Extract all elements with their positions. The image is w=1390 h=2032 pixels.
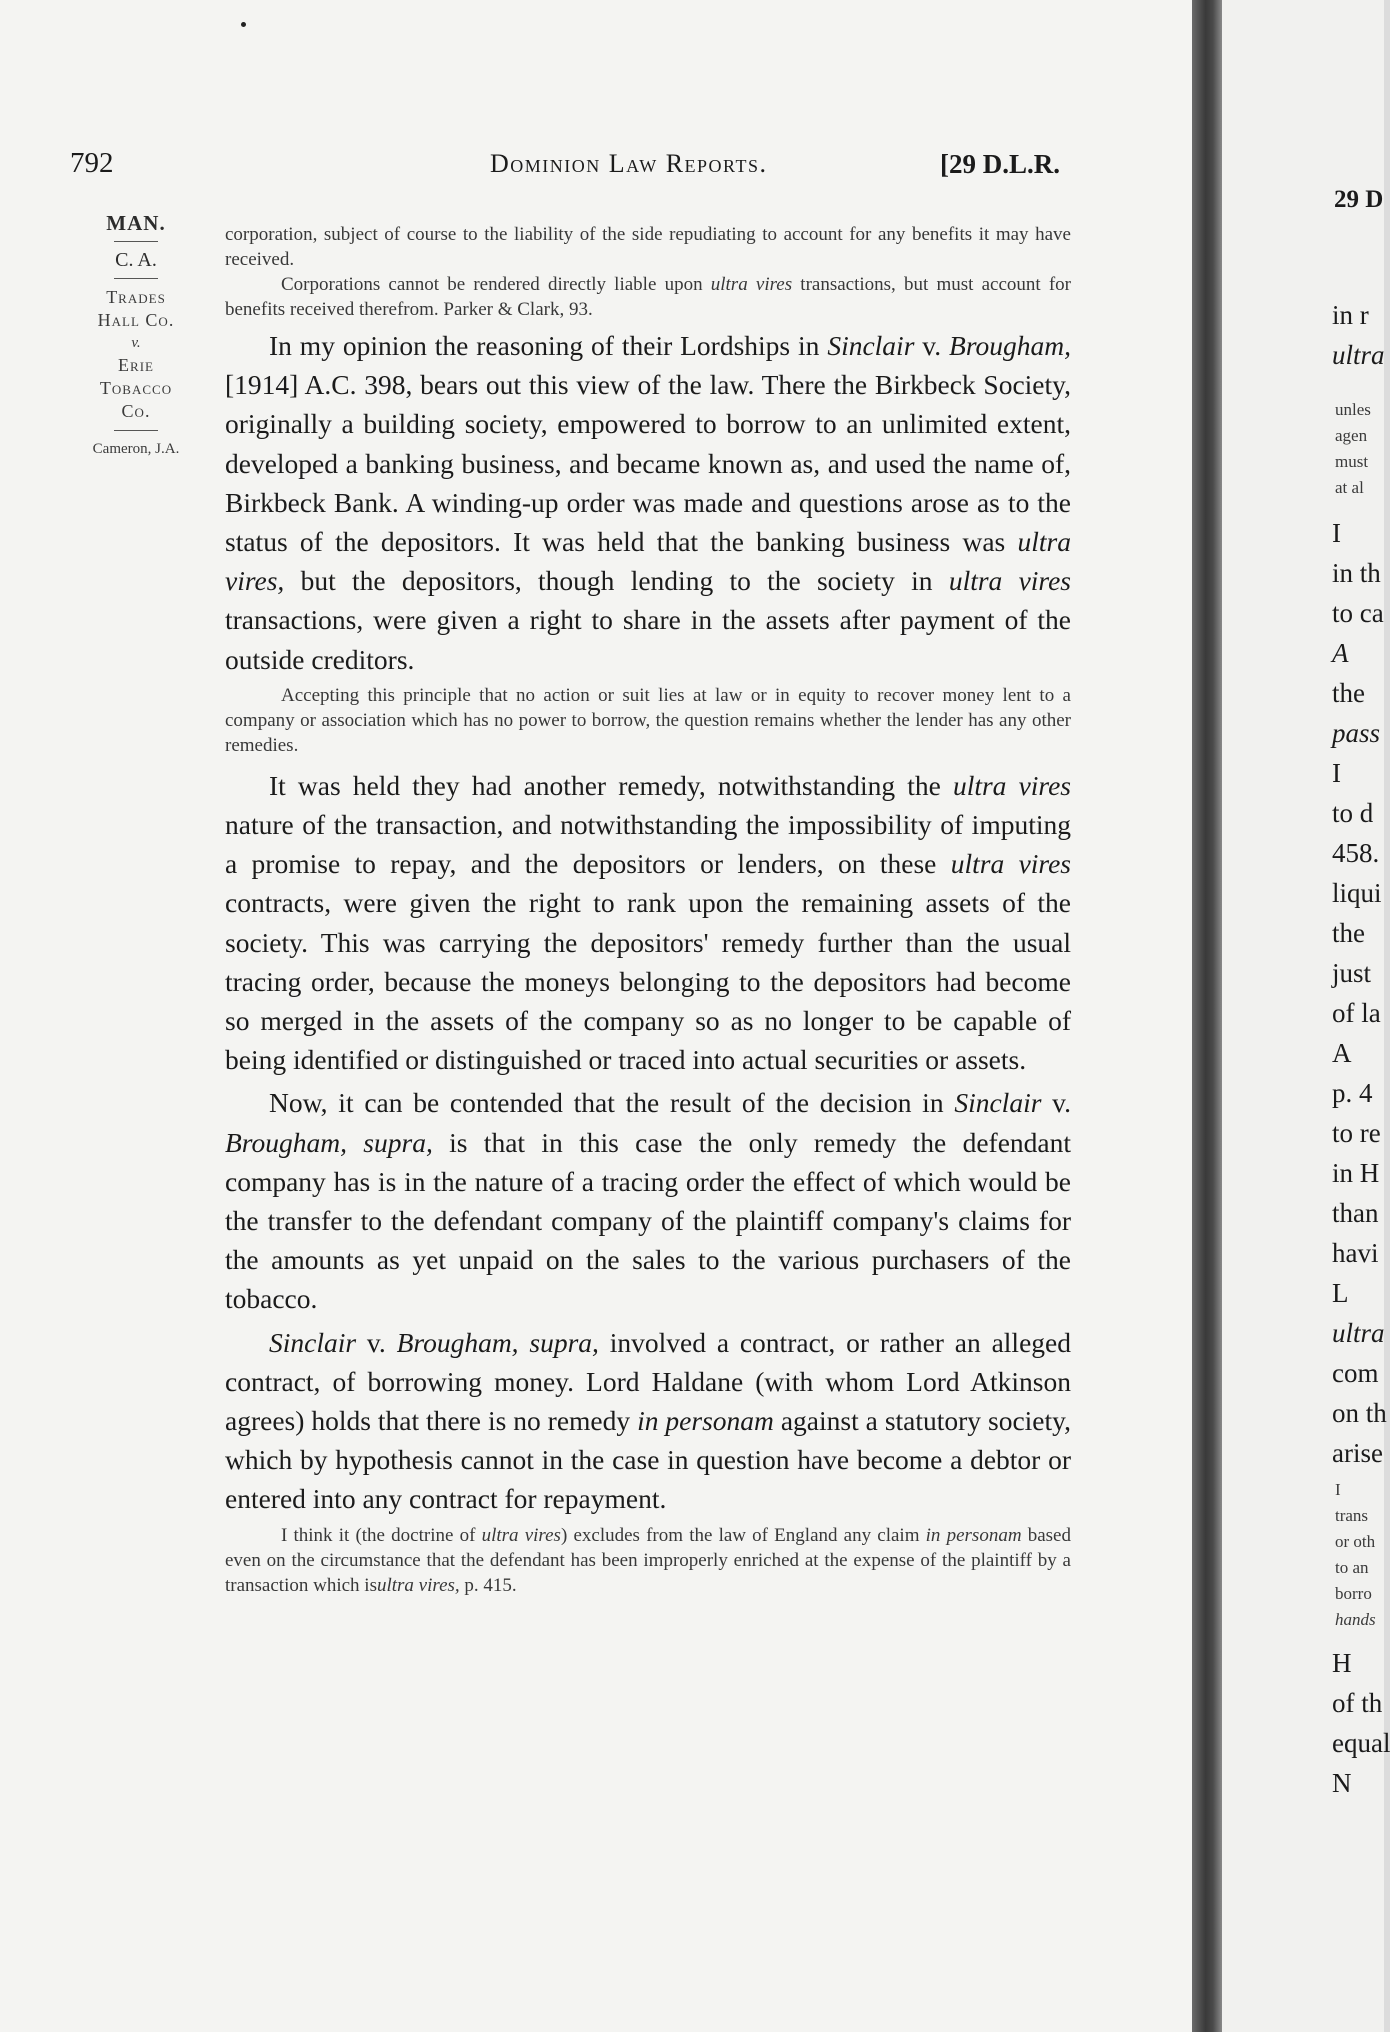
body-text: [225, 222, 1071, 1606]
judge: Cameron, J.A.: [92, 441, 180, 457]
quote-1: Accepting this principle that no action or suit lies at law or in equity to recover money lent to a company or association which has no power to borrow, the question remains whether the lender has any other remedies.: [225, 684, 1071, 756]
right-page-fragment: to ca: [1332, 598, 1384, 628]
divider: [114, 430, 158, 431]
right-page-fragment: to an: [1335, 1558, 1369, 1577]
right-page-fragment: I: [1335, 1480, 1341, 1499]
right-page-fragment: at al: [1335, 478, 1364, 497]
court: C. A.: [115, 249, 157, 271]
right-page-fragment: trans: [1335, 1506, 1369, 1525]
versus: v.: [131, 335, 141, 351]
right-page-fragment: unles: [1335, 400, 1371, 419]
running-title: Dominion Law Reports.: [490, 149, 768, 178]
right-page-fragment: H: [1332, 1648, 1352, 1678]
right-page-fragment: in r: [1332, 300, 1369, 330]
ink-dot: [241, 22, 246, 27]
right-page-fragment: agen: [1335, 426, 1368, 445]
paragraph-4: Sinclair v. Brougham, supra, involved a contract, or rather an alleged contract, of borrowing money. Lord Haldane (with whom Lord Atkinson agrees) holds that there is no remedy in personam against a statutory society, which by hypothesis cannot in the case in question have become a debtor or entered into any contract for repayment.: [225, 1326, 1071, 1515]
right-page-fragment: liqui: [1332, 878, 1382, 908]
right-page-fragment: in th: [1332, 558, 1381, 588]
right-page-fragment: to re: [1332, 1118, 1381, 1148]
right-page-fragment: L: [1332, 1278, 1349, 1308]
right-page-fragment: just: [1332, 958, 1372, 988]
party-2-line-3: Co.: [121, 401, 151, 421]
right-page-header: 29 D: [1334, 186, 1384, 213]
quote-parker-clark: Corporations cannot be rendered directly liable upon ultra vires transactions, but must account for benefits received therefrom. Parker & Clark, 93.: [225, 274, 1071, 320]
right-page-fragment: or oth: [1335, 1532, 1376, 1551]
right-page-fragment: N: [1332, 1768, 1352, 1798]
right-page-fragment: ultra: [1332, 340, 1385, 370]
right-page-fragment: ultra: [1332, 1318, 1385, 1348]
right-page-fragment: of la: [1332, 998, 1381, 1028]
right-page-fragment: to d: [1332, 798, 1374, 828]
right-page-fragment: pass: [1332, 718, 1381, 748]
quote-2: I think it (the doctrine of ultra vires) excludes from the law of England any claim in personam based even on the circumstance that the defendant has been improperly enriched at the expense of the plaintiff by a transaction which isultra vires, p. 415.: [225, 1524, 1071, 1596]
paragraph-3: Now, it can be contended that the result of the decision in Sinclair v. Brougham, supra, is that in this case the only remedy the defendant company has is in the nature of a tracing order the effect of which would be the transfer to the defendant company of the plaintiff company's claims for the amounts as yet unpaid on the sales to the various purchasers of the tobacco.: [225, 1087, 1072, 1315]
right-page-fragment: 458.: [1332, 838, 1380, 868]
page-number: 792: [70, 147, 114, 179]
right-page-fragment: arise: [1332, 1438, 1383, 1468]
right-page-fragment: hands: [1335, 1610, 1376, 1629]
right-page-fragment: the: [1332, 918, 1365, 948]
volume-citation: [29 D.L.R.: [940, 149, 1060, 179]
divider: [114, 241, 158, 242]
right-page-fragment: havi: [1332, 1238, 1379, 1268]
right-page-fragment: must: [1335, 452, 1369, 471]
jurisdiction: MAN.: [106, 211, 166, 235]
party-2-line-2: Tobacco: [99, 378, 173, 398]
continued-quote: corporation, subject of course to the liability of the side repudiating to account for any benefits it may have received.: [225, 224, 1071, 270]
right-page-fragment: than: [1332, 1198, 1379, 1228]
right-page-fragment: borro: [1335, 1584, 1372, 1603]
paragraph-2: It was held they had another remedy, notwithstanding the ultra vires nature of the transaction, and notwithstanding the impossibility of imputing a promise to repay, and the depositors or lenders, on these ultra vires contracts, were given the right to rank upon the remaining assets of the society. This was carrying the depositors' remedy further than the usual tracing order, because the moneys belonging to the depositors had become so merged in the assets of the company so as no longer to be capable of being identified or distinguished or traced into actual securities or assets.: [225, 769, 1071, 1076]
right-page-fragment: p. 4: [1332, 1078, 1373, 1108]
right-page-fragment: in H: [1332, 1158, 1380, 1188]
party-2-line-1: Erie: [118, 355, 154, 375]
right-page: [1222, 0, 1390, 2032]
party-1-line-2: Hall Co.: [97, 310, 175, 330]
right-page-fragment: A: [1332, 638, 1349, 668]
paragraph-1: In my opinion the reasoning of their Lordships in Sinclair v. Brougham, [1914] A.C. 398, bears out this view of the law. There the Birkbeck Society, originally a building society, empowered to borrow to an unlimited extent, developed a banking business, and became known as, and used the name of, Birkbeck Bank. A winding-up order was made and questions arose as to the status of the depositors. It was held that the banking business was ultra vires, but the depositors, though lending to the society in ultra vires transactions, were given a right to share in the assets after payment of the outside creditors.: [225, 330, 1071, 675]
right-page-fragment: I: [1332, 758, 1341, 788]
right-page-fragment: com: [1332, 1358, 1379, 1388]
right-page-fragment: on th: [1332, 1398, 1387, 1428]
right-page-fragment: I: [1332, 518, 1341, 548]
divider: [114, 278, 158, 279]
right-page-fragment: equal: [1332, 1728, 1390, 1758]
book-gutter: [1192, 0, 1222, 2032]
right-page-fragment: the: [1332, 678, 1365, 708]
margin-note: [66, 212, 206, 460]
right-page-fragment: A: [1332, 1038, 1352, 1068]
party-1-line-1: Trades: [106, 287, 166, 307]
right-page-fragment: of th: [1332, 1688, 1383, 1718]
